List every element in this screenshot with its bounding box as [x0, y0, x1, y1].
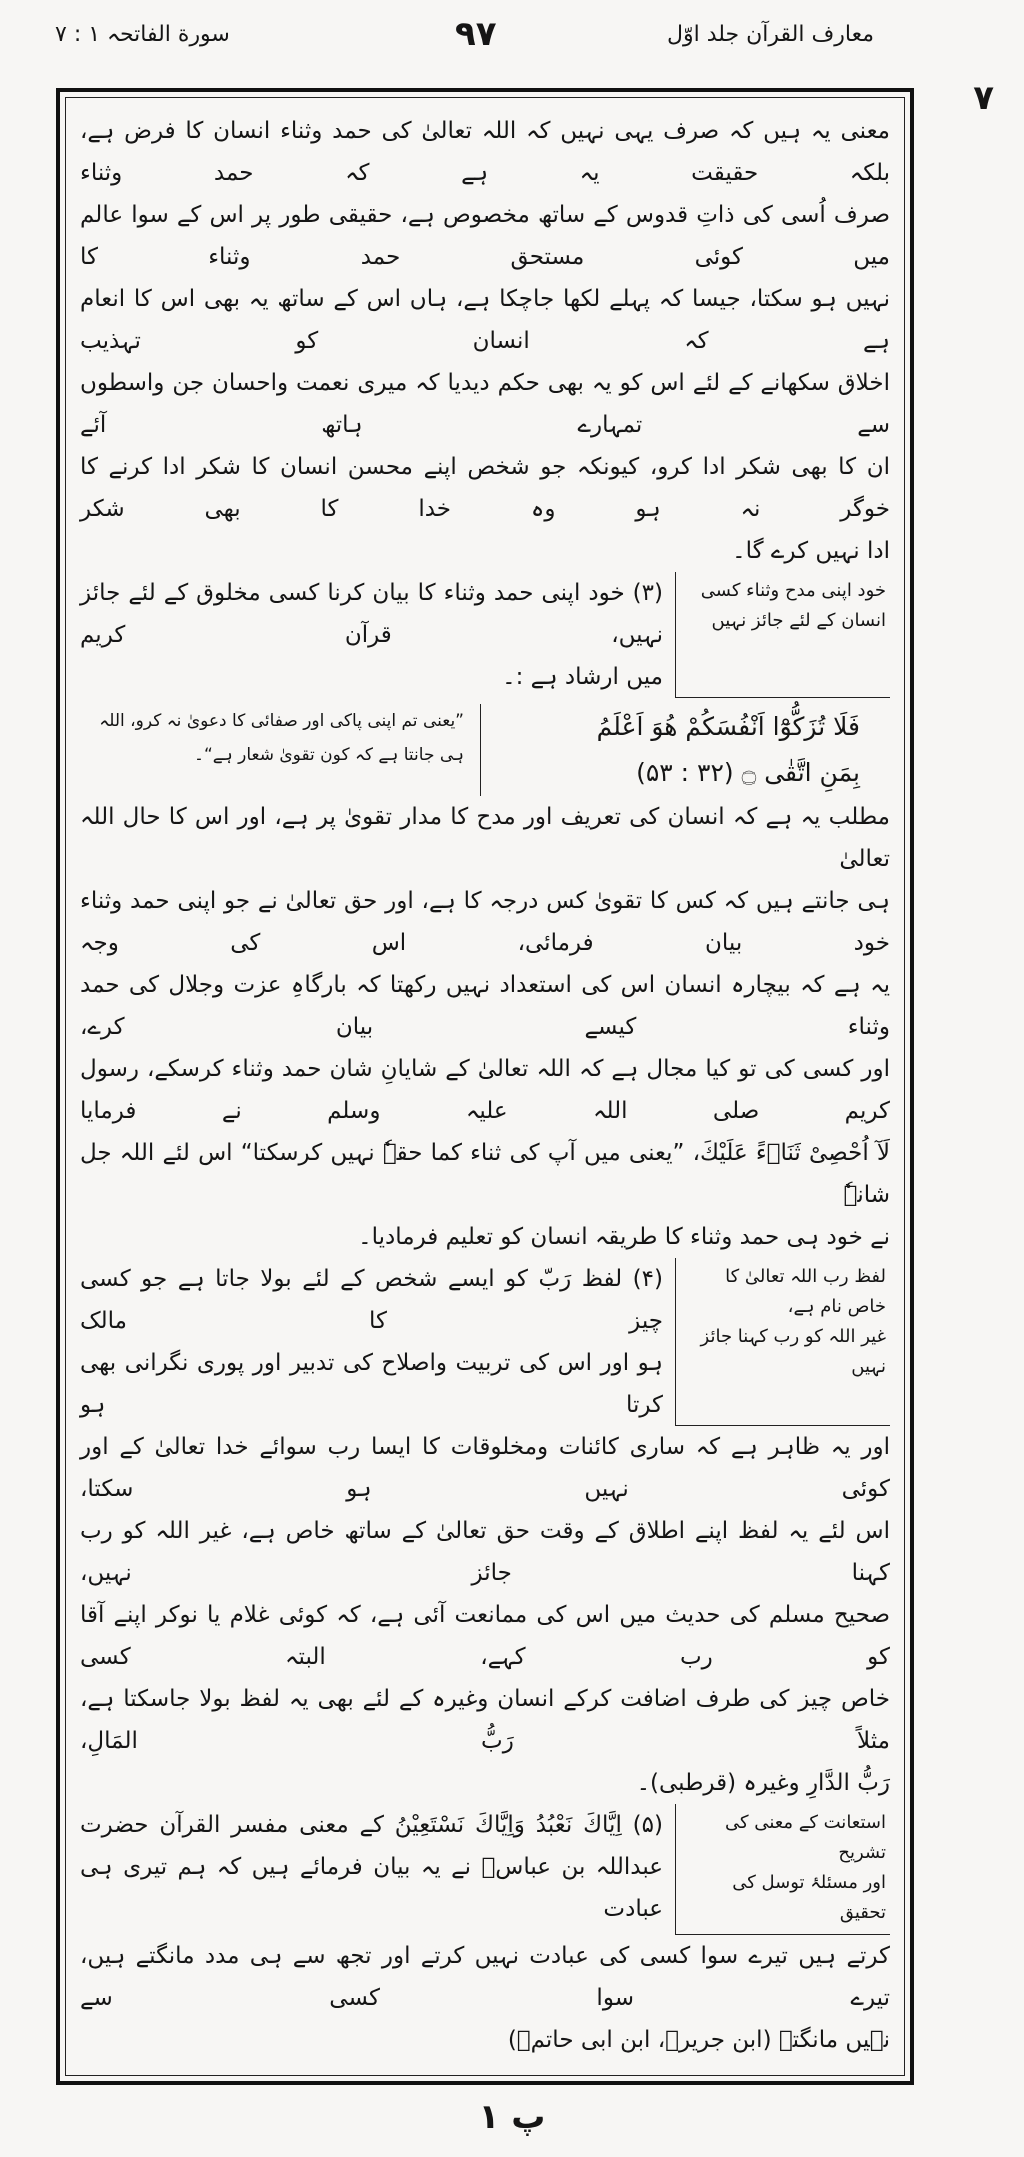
text-line: مطلب یہ ہے کہ انسان کی تعریف اور مدح کا مدار تقویٰ پر ہے، اور اس کا حال اللہ تعالیٰ [80, 804, 890, 872]
side-note [675, 1804, 890, 1935]
paragraph-3 [80, 1426, 890, 1804]
text-line: اور یہ ظاہر ہے کہ ساری کائنات ومخلوقات کا ایسا رب سوائے خدا تعالیٰ کے اور کوئی نہیں ہو سکتا، [80, 1434, 890, 1502]
translation-line: ہی جانتا ہے کہ کون تقویٰ شعار ہے“۔ [194, 745, 464, 765]
text-line: کرتے ہیں تیرے سوا کسی کی عبادت نہیں کرتے اور تجھ سے ہی مدد مانگتے ہیں، تیرے سوا کسی سے [80, 1943, 890, 2011]
page-frame [56, 88, 914, 2085]
section-4 [80, 1258, 890, 1426]
section-5 [80, 1804, 890, 1935]
side-note-line: استعانت کے معنی کی تشریح [725, 1812, 886, 1863]
text-line: یہ ہے کہ بیچارہ انسان اس کی استعداد نہیں رکھتا کہ بارگاہِ عزت وجلال کی حمد وثناء کیسے بیان کرے، [80, 972, 890, 1040]
side-note [675, 1258, 890, 1426]
text-line: ادا نہیں کرے گا۔ [732, 538, 890, 564]
verse-line: بِمَنِ اتَّقٰى ۝ (۳۲ : ۵۳) [636, 758, 860, 787]
text-line: اخلاق سکھانے کے لئے اس کو یہ بھی حکم دیدیا کہ میری نعمت واحسان جن واسطوں سے تمہارے ہاتھ آئے [80, 370, 890, 438]
book-title: معارف القرآن جلد اوّل [666, 22, 874, 47]
page-footer [0, 2085, 1024, 2157]
side-note [675, 572, 890, 698]
text-line: صرف اُسی کی ذاتِ قدوس کے ساتھ مخصوص ہے، حقیقی طور پر اس کے سوا عالم میں کوئی مستحق حمد وثناء کا [80, 202, 890, 270]
text-line: نے خود ہی حمد وثناء کا طریقہ انسان کو تعلیم فرمادیا۔ [358, 1224, 890, 1250]
verse-translation [80, 704, 480, 796]
side-note-line: اور مسئلۂ توسل کی تحقیق [732, 1872, 886, 1923]
text-line: ان کا بھی شکر ادا کرو، کیونکہ جو شخص اپنے محسن انسان کا شکر ادا کرنے کا خوگر نہ ہو وہ خدا کا بھی شکر [80, 454, 890, 522]
page-number: ۹۷ [455, 14, 497, 54]
para-marker: پ ۱ [478, 2097, 546, 2137]
arabic-verse [480, 704, 890, 796]
section-3 [80, 572, 890, 698]
translation-line: ”یعنی تم اپنی پاکی اور صفائی کا دعویٰ نہ کرو، اللہ [99, 711, 464, 731]
text-line: عبداللہ بن عباسؓ نے یہ بیان فرمائے ہیں کہ ہم تیری ہی عبادت [80, 1854, 663, 1922]
text-line: نہیں ہو سکتا، جیسا کہ پہلے لکھا جاچکا ہے، ہاں اس کے ساتھ یہ بھی اس کا انعام ہے کہ انسان کو تہذیب [80, 286, 890, 354]
side-note-line: خود اپنی مدح وثناء کسی [700, 580, 886, 601]
side-note-line: غیر اللہ کو رب کہنا جائز نہیں [700, 1326, 886, 1377]
text-line: رَبُّ الدَّارِ وغیرہ (قرطبی)۔ [636, 1770, 890, 1796]
text-line: معنی یہ ہیں کہ صرف یہی نہیں کہ اللہ تعالیٰ کی حمد وثناء انسان کا فرض ہے، بلکہ حقیقت یہ ہے کہ حمد وثناء [80, 118, 890, 186]
text-line: ہی جانتے ہیں کہ کس کا تقویٰ کس درجہ کا ہے، اور حق تعالیٰ نے جو اپنی حمد وثناء خود بیان فرمائی، اس کی وجہ [80, 888, 890, 956]
surah-reference: سورة الفاتحہ ۱ : ۷ [55, 22, 230, 47]
quran-quote [80, 704, 890, 796]
text-line: خاص چیز کی طرف اضافت کرکے انسان وغیرہ کے لئے بھی یہ لفظ بولا جاسکتا ہے، مثلاً رَبُّ المَالِ، [80, 1686, 890, 1754]
verse-line: فَلَا تُزَكُّوْٓا اَنْفُسَكُمْ هُوَ اَعْلَمُ [596, 712, 860, 741]
text-line: (۳) خود اپنی حمد وثناء کا بیان کرنا کسی مخلوق کے لئے جائز نہیں، قرآن کریم [80, 580, 663, 648]
paragraph-1 [80, 110, 890, 572]
text-line: میں ارشاد ہے :۔ [502, 664, 663, 690]
page-header [0, 0, 1024, 88]
text-line: اس لئے یہ لفظ اپنے اطلاق کے وقت حق تعالیٰ کے ساتھ خاص ہے، غیر اللہ کو رب کہنا جائز نہیں، [80, 1518, 890, 1586]
text-line: نہیں مانگتے (ابن جریرؒ، ابن ابی حاتمؒ) [507, 2027, 890, 2053]
side-note-line: انسان کے لئے جائز نہیں [711, 610, 886, 631]
text-line: (۵) اِیَّاكَ نَعْبُدُ وَاِیَّاكَ نَسْتَعِیْنُ کے معنی مفسر القرآن حضرت [80, 1812, 663, 1838]
text-line: (۴) لفظ رَبّ کو ایسے شخص کے لئے بولا جاتا ہے جو کسی چیز کا مالک [80, 1266, 663, 1334]
paragraph-2 [80, 796, 890, 1258]
page-body [65, 97, 905, 2076]
text-line: اور کسی کی تو کیا مجال ہے کہ اللہ تعالیٰ کے شایانِ شان حمد وثناء کرسکے، رسول کریم صلی اللہ علیہ وسلم نے فرمایا [80, 1056, 890, 1124]
paragraph-4 [80, 1935, 890, 2061]
text-line: ہو اور اس کی تربیت واصلاح کی تدبیر اور پوری نگرانی بھی کرتا ہو [80, 1350, 663, 1418]
margin-number: ۷ [973, 78, 994, 118]
text-line: صحیح مسلم کی حدیث میں اس کی ممانعت آئی ہے، کہ کوئی غلام یا نوکر اپنے آقا کو رب کہے، البتہ کسی [80, 1602, 890, 1670]
text-line: لَآ اُحْصِیْ ثَنَاۗءً عَلَیْكَ، ”یعنی میں آپ کی ثناء کما حقہٗ نہیں کرسکتا“ اس لئے اللہ جل شانہٗ [80, 1140, 890, 1208]
side-note-line: لفظ رب اللہ تعالیٰ کا خاص نام ہے، [725, 1266, 886, 1317]
